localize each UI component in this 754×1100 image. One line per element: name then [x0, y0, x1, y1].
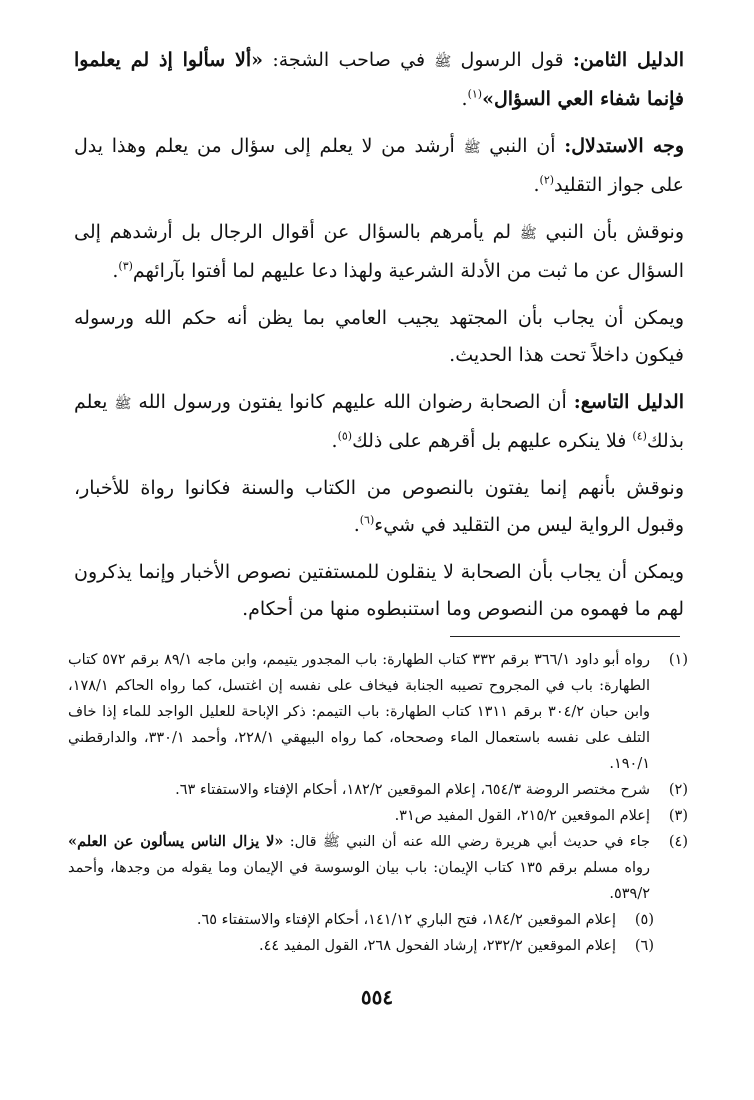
paragraph-reply-one: ويمكن أن يجاب بأن المجتهد يجيب العامي بما يظن أنه حكم الله ورسوله فيكون داخلاً تحت هذا الحديث.: [74, 307, 684, 366]
salla-symbol-icon: ﷺ: [463, 140, 481, 156]
footnotes: [68, 647, 688, 959]
salla-symbol-icon: ﷺ: [434, 54, 452, 70]
page-number: ٥٥٤: [360, 985, 394, 1009]
heading-inference: وجه الاستدلال:: [564, 135, 685, 157]
footnote-number: (٣): [668, 808, 688, 824]
paragraph-reply-two: ويمكن أن يجاب بأن الصحابة لا ينقلون للمستفتين نصوص الأخبار وإنما يذكرون لهم ما فهموه من النصوص وما استنبطوه منها من أحكام.: [74, 561, 684, 620]
salla-symbol-icon: ﷺ: [519, 226, 537, 242]
footnote-text: شرح مختصر الروضة ٦٥٤/٣، إعلام الموقعين ١٨٢/٢، أحكام الإفتاء والاستفتاء ٦٣.: [175, 782, 650, 798]
paragraph-objection-two: ونوقش بأنهم إنما يفتون بالنصوص من الكتاب والسنة فكانوا رواة للأخبار، وقبول الرواية ليس من التقليد في شيء$^{(٦)}$.: [74, 477, 684, 536]
footnote-text: رواه أبو داود ٣٦٦/١ برقم ٣٣٢ كتاب الطهارة: باب المجدور يتيمم، وابن ماجه ٨٩/١ برقم ٥٧٢ كتاب الطهارة: باب في المجروح تصيبه الجنابة فيخاف على نفسه إن اغتسل، كما رواه الحاكم ١٧٨/١، وابن حبان ٣٠٤/٢ برقم ١٣١١ كتاب الطهارة: باب التيمم: ذكر الإباحة للعليل الواجد للماء إذا خاف التلف على نفسه باستعمال الماء وصححاه، كما رواه البيهقي ٢٢٨/١، وأحمد ٣٣٠/١، والدارقطني ١٩٠/١.: [68, 652, 651, 772]
footnote-number: (٦): [634, 938, 654, 954]
salla-symbol-icon: ﷺ: [114, 396, 132, 412]
paragraph-evidence-nine: الدليل التاسع: أن الصحابة رضوان الله عليهم كانوا يفتون ورسول الله ﷺ يعلم بذلك$^{(٤)}$ فلا ينكره عليهم بل أقرهم على ذلك$^{(٥)}$.: [74, 391, 684, 452]
footnote-number: (٤): [668, 834, 688, 850]
footnote-2: [68, 777, 688, 803]
paragraph-objection-one: ونوقش بأن النبي ﷺ لم يأمرهم بالسؤال عن أقوال الرجال بل أرشدهم إلى السؤال عن ما ثبت من الأدلة الشرعية ولهذا دعا عليهم لما أفتوا بآرائهم$^{(٣)}$.: [74, 221, 684, 282]
footnote-ref-4[interactable]: (٤): [632, 429, 647, 443]
footnote-text: إعلام الموقعين ١٨٤/٢، فتح الباري ١٤١/١٢، أحكام الإفتاء والاستفتاء ٦٥.: [196, 912, 616, 928]
footnote-number: (٢): [668, 782, 688, 798]
footnote-text: إعلام الموقعين ٢٣٢/٢، إرشاد الفحول ٢٦٨، القول المفيد ٤٤.: [258, 938, 616, 954]
main-text: [74, 42, 684, 638]
paragraph-inference: وجه الاستدلال: أن النبي ﷺ أرشد من لا يعلم إلى سؤال من يعلم وهذا يدل على جواز التقليد$^{(٢)}$.: [74, 135, 685, 196]
footnote-ref-2[interactable]: (٢): [539, 173, 555, 187]
footnote-ref-3[interactable]: (٣): [118, 259, 133, 273]
footnote-4: [68, 829, 688, 907]
paragraph-evidence-eight: الدليل الثامن: قول الرسول ﷺ في صاحب الشجة: «ألا سألوا إذ لم يعلموا فإنما شفاء العي السؤال»$^{(١)}$.: [74, 49, 684, 110]
footnote-3: [68, 803, 688, 829]
footnote-ref-5[interactable]: (٥): [337, 429, 353, 443]
hadith-quote: «ألا سألوا إذ لم يعلموا فإنما شفاء العي السؤال»: [74, 49, 684, 110]
footnote-number: (٥): [634, 912, 654, 928]
footnote-divider: [450, 636, 680, 637]
footnote-text: إعلام الموقعين ٢١٥/٢، القول المفيد ص٣١.: [394, 808, 650, 824]
footnote-ref-1[interactable]: (١): [467, 87, 483, 101]
hadith-quote: «لا يزال الناس يسألون عن العلم»: [68, 833, 284, 850]
heading-evidence-eight: الدليل الثامن:: [572, 49, 684, 71]
footnote-ref-6[interactable]: (٦): [359, 513, 375, 527]
heading-evidence-nine: الدليل التاسع:: [573, 391, 684, 413]
salla-symbol-icon: ﷺ: [322, 834, 340, 850]
footnote-1: [68, 647, 688, 777]
footnote-number: (١): [668, 652, 688, 668]
footnote-6: [68, 933, 688, 959]
footnote-text: جاء في حديث أبي هريرة رضي الله عنه أن النبي ﷺ قال: «لا يزال الناس يسألون عن العلم» رواه مسلم برقم ١٣٥ كتاب الإيمان: باب بيان الوسوسة في الإيمان وما يقوله من وجدها، وأحمد ٥٣٩/٢.: [68, 833, 651, 902]
footnote-5: [68, 907, 688, 933]
